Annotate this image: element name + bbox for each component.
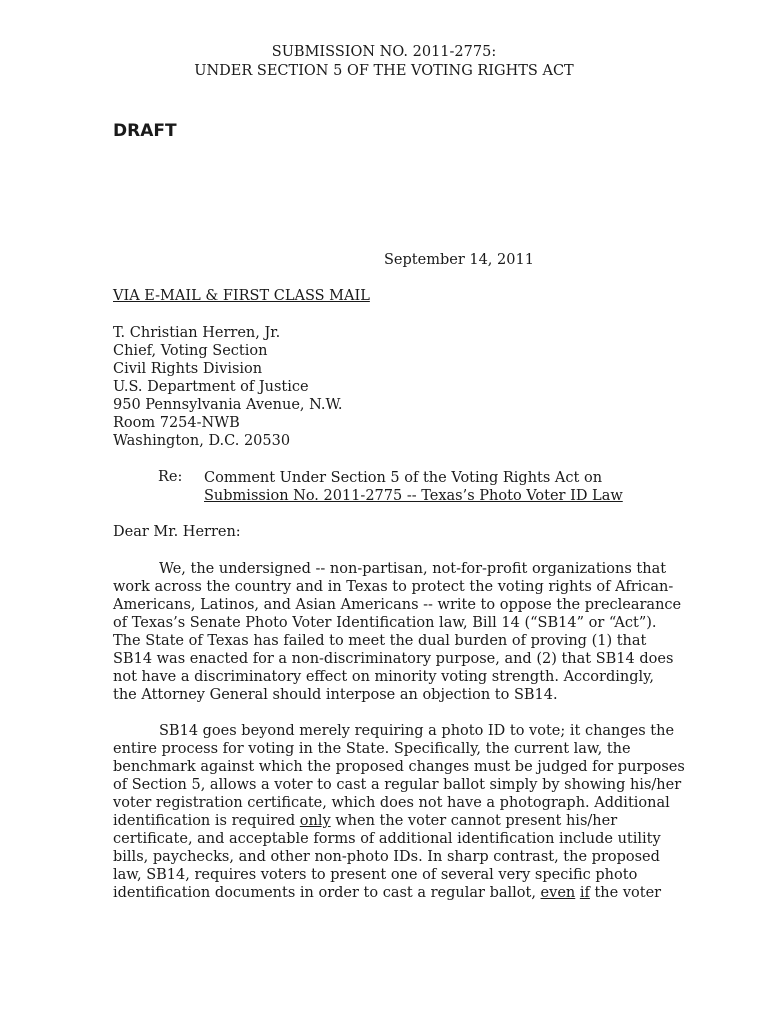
paragraph-2-line: entire process for voting in the State. Specifically, the current law, the — [113, 741, 631, 757]
paragraph-1-line: Americans, Latinos, and Asian Americans -- write to oppose the preclearance — [113, 597, 682, 613]
paragraph-2-line — [113, 884, 673, 902]
salutation: Dear Mr. Herren: — [113, 524, 241, 540]
re-line-2: Submission No. 2011-2775 -- Texas’s Photo Voter ID Law — [204, 488, 623, 504]
letter-date: September 14, 2011 — [384, 252, 534, 268]
paragraph-2 — [113, 722, 685, 902]
text-run: when the voter cannot present his/her — [330, 813, 618, 829]
text-run: the voter — [589, 885, 662, 901]
recipient-address — [113, 324, 342, 450]
recipient-department: U.S. Department of Justice — [113, 379, 309, 395]
submission-subtitle: UNDER SECTION 5 OF THE VOTING RIGHTS ACT — [194, 63, 574, 79]
paragraph-2-line: benchmark against which the proposed changes must be judged for purposes — [113, 759, 685, 775]
text-run: identification is required — [113, 813, 300, 829]
emphasis-only: only — [299, 813, 331, 829]
paragraph-2-line: SB14 goes beyond merely requiring a photo ID to vote; it changes the — [159, 723, 675, 739]
submission-title: SUBMISSION NO. 2011-2775: — [271, 44, 497, 60]
paragraph-2-line — [113, 812, 673, 830]
recipient-street: 950 Pennsylvania Avenue, N.W. — [113, 397, 343, 413]
emphasis-if: if — [579, 885, 590, 901]
re-line-1: Comment Under Section 5 of the Voting Rights Act on — [204, 470, 603, 486]
paragraph-1-line: the Attorney General should interpose an objection to SB14. — [113, 687, 558, 703]
recipient-name: T. Christian Herren, Jr. — [113, 325, 281, 341]
paragraph-2-line: voter registration certificate, which does not have a photograph. Additional — [113, 795, 670, 811]
paragraph-1-line: We, the undersigned -- non-partisan, not-for-profit organizations that — [159, 561, 667, 577]
delivery-method: VIA E-MAIL & FIRST CLASS MAIL — [113, 288, 370, 304]
paragraph-2-line: certificate, and acceptable forms of additional identification include utility — [113, 831, 661, 847]
paragraph-2-line: law, SB14, requires voters to present one of several very specific photo — [113, 867, 638, 883]
paragraph-2-line: bills, paychecks, and other non-photo IDs. In sharp contrast, the proposed — [113, 849, 660, 865]
paragraph-1 — [113, 560, 682, 704]
recipient-city: Washington, D.C. 20530 — [113, 433, 291, 449]
re-subject — [204, 469, 623, 505]
recipient-room: Room 7254-NWB — [113, 415, 240, 431]
re-label: Re: — [158, 469, 183, 485]
paragraph-1-line: work across the country and in Texas to protect the voting rights of African- — [113, 579, 674, 595]
recipient-division: Civil Rights Division — [113, 361, 263, 377]
paragraph-1-line: of Texas’s Senate Photo Voter Identification law, Bill 14 (“SB14” or “Act”). — [113, 615, 657, 631]
paragraph-2-line: of Section 5, allows a voter to cast a regular ballot simply by showing his/her — [113, 777, 682, 793]
paragraph-1-line: not have a discriminatory effect on minority voting strength. Accordingly, — [113, 669, 655, 685]
paragraph-1-line: SB14 was enacted for a non-discriminatory purpose, and (2) that SB14 does — [113, 651, 674, 667]
draft-label: DRAFT — [113, 121, 177, 141]
paragraph-1-line: The State of Texas has failed to meet the dual burden of proving (1) that — [113, 633, 647, 649]
text-run: identification documents in order to cast a regular ballot, — [113, 885, 541, 901]
recipient-title: Chief, Voting Section — [113, 343, 268, 359]
emphasis-even: even — [540, 885, 576, 901]
